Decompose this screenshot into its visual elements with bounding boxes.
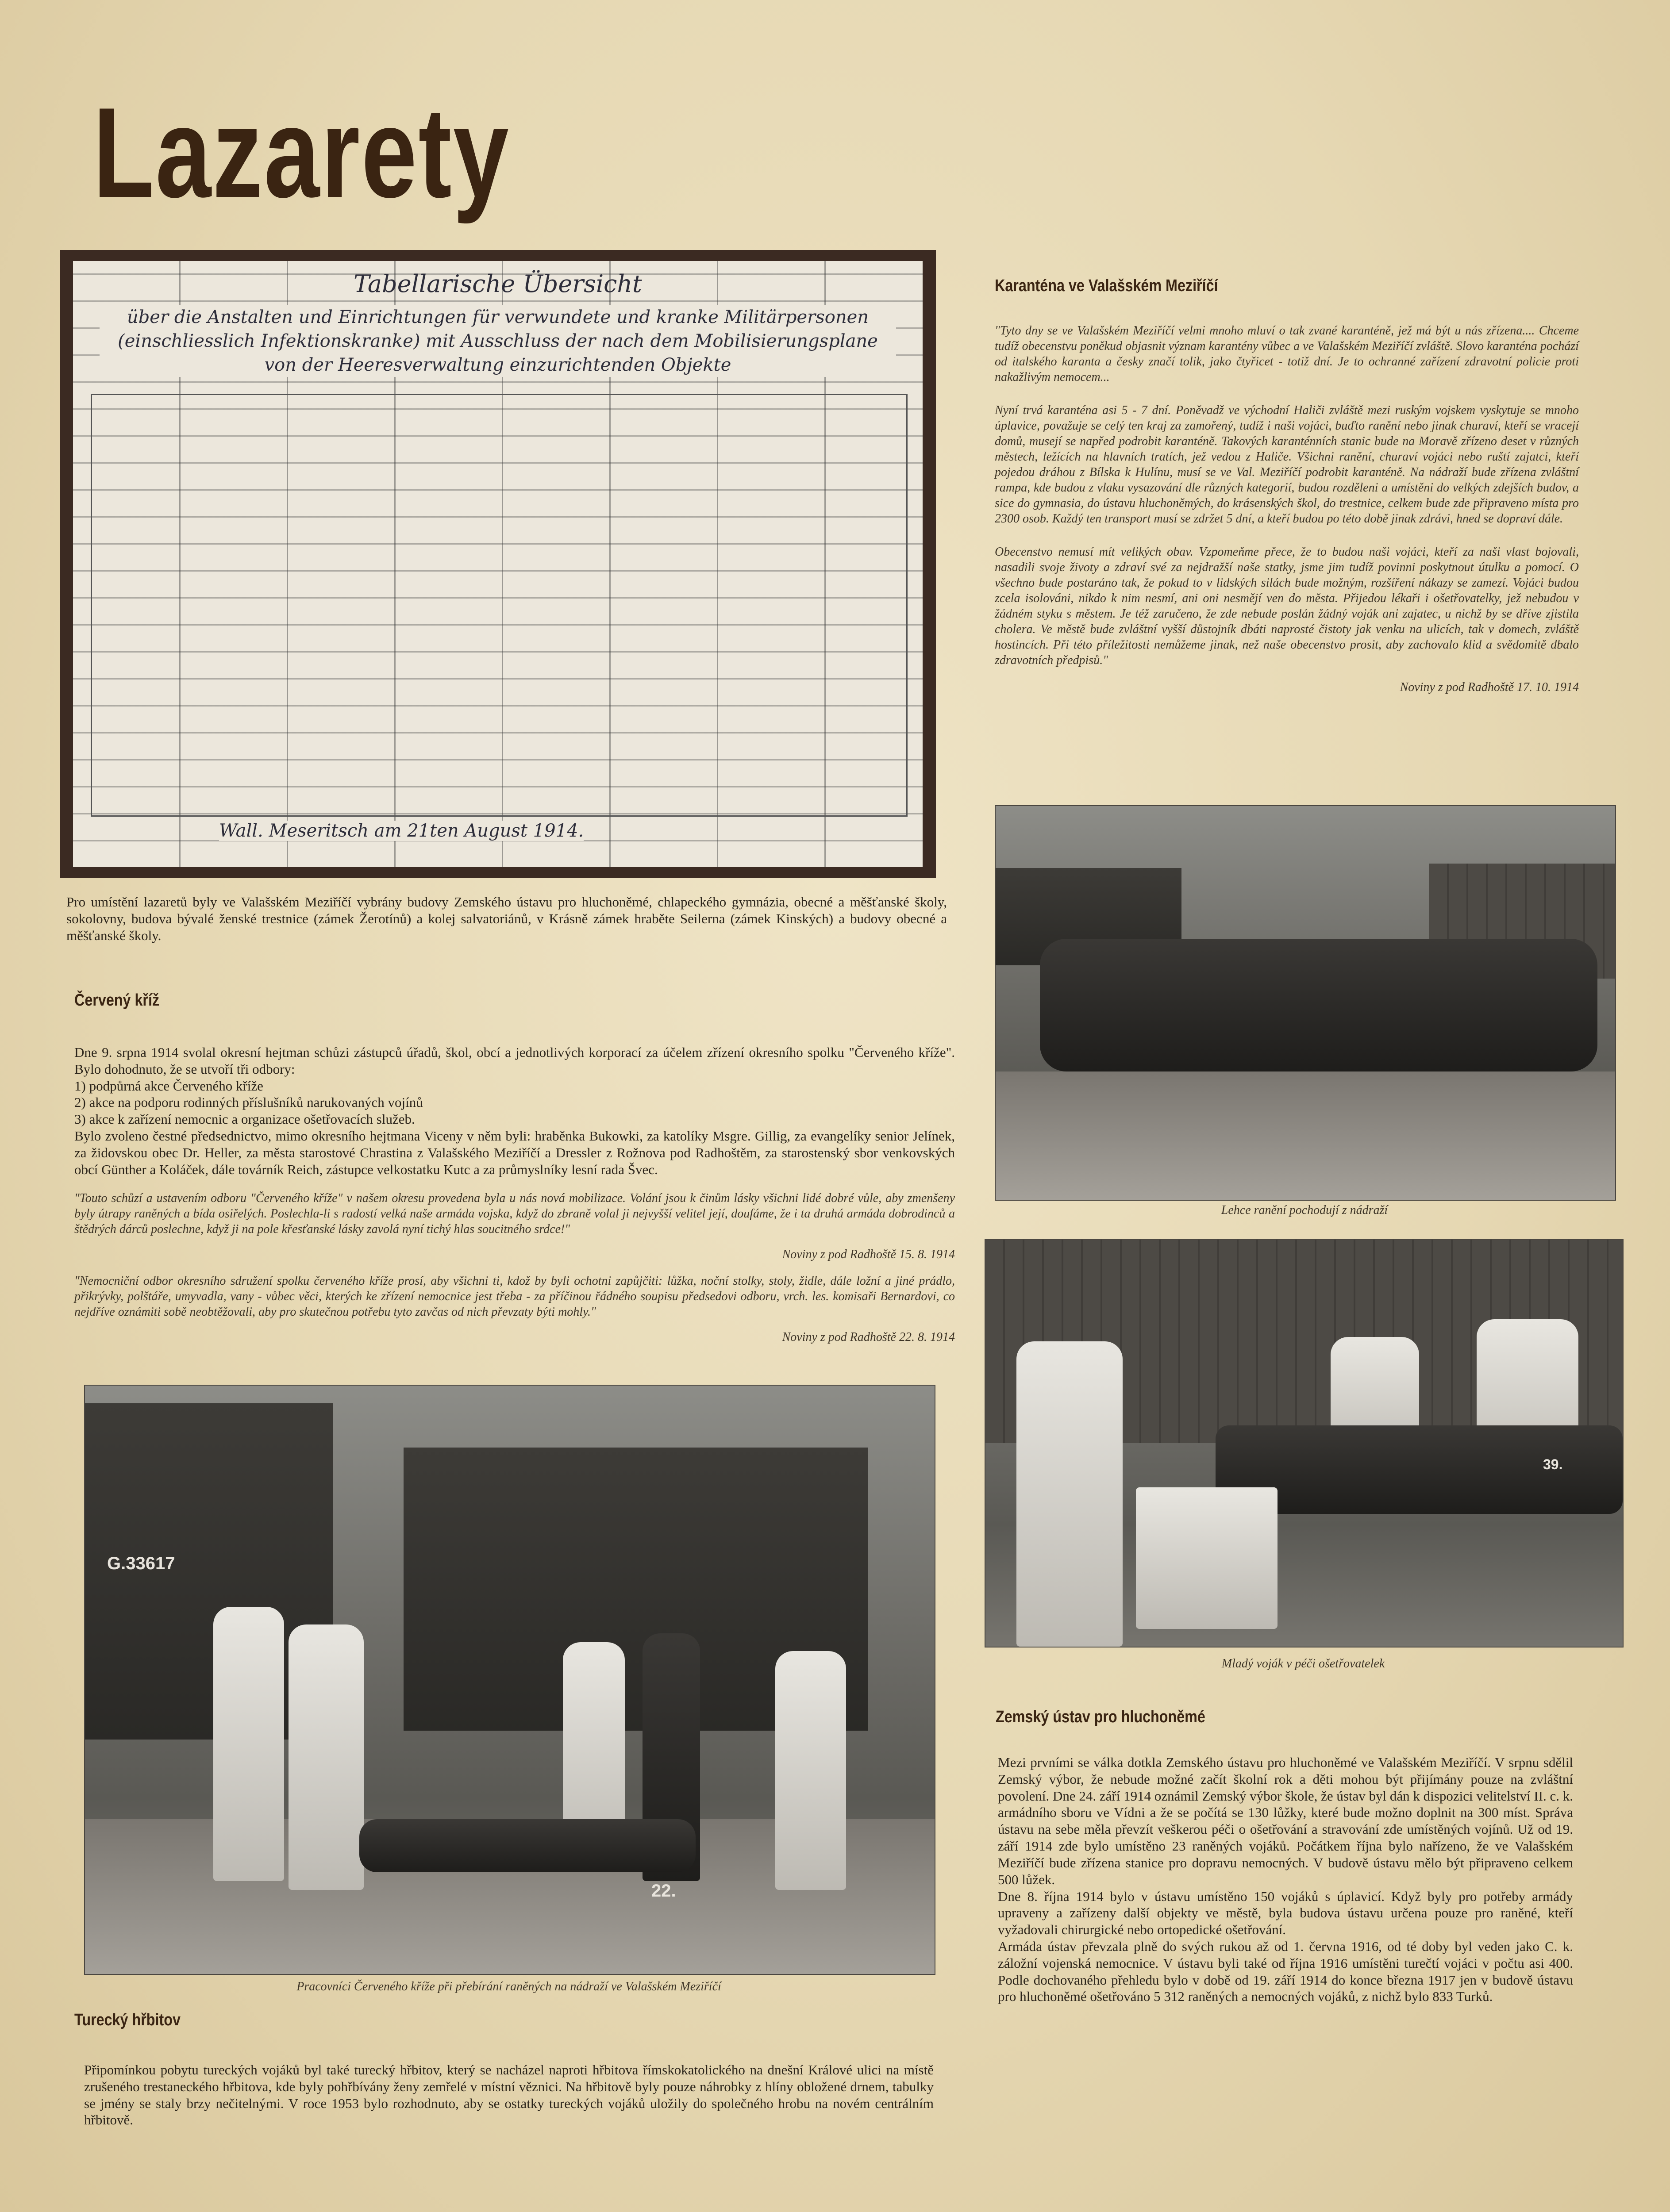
ground-shape (996, 1071, 1615, 1200)
cerveny-kriz-quote: "Nemocniční odbor okresního sdružení spolku červeného kříže prosí, aby všichni ti, kdož by byli ochotni zapůjčiti: lůžka, noční stolky, stoly, židle, dále ložní a jiné prádlo, přikrývky, polštáře, umyvadla, vany - vůbec věci, kterých ke zřízení nemocnice jest třeba - za příčinou řádného soupisu předsedovi odboru, vrch. les. komisaři Bernardovi, co nejdříve oznámiti sobě neobtěžovali, aby pro skutečnou potřebu tyto zavčas od nich převzaty býti mohly." (74, 1274, 955, 1319)
cerveny-kriz-list-item: 2) akce na podporu rodinných příslušníků narukovaných vojínů (74, 1094, 423, 1110)
photo-ward-caption: Mladý voják v péči ošetřovatelek (1221, 1657, 1385, 1671)
zemsky-ustav-paragraph: Dne 8. října 1914 bylo v ústavu umístěno 150 vojáků s úplavicí. Když byly pro potřeby armády upraveny a zařízeny další objekty ve městě, byla budova ústavu určena pouze pro raněné, kteří vyžadovali chirurgické nebo ortopedické ošetřování. (998, 1888, 1573, 1938)
cerveny-kriz-list-item: 3) akce k zařízení nemocnic a organizace ošetřovacích služeb. (74, 1111, 415, 1127)
document-table-grid (91, 394, 908, 817)
cerveny-kriz-body (74, 1044, 955, 1344)
figure-shape (289, 1624, 364, 1890)
zemsky-ustav-paragraph: Mezi prvními se válka dotkla Zemského ústavu pro hluchoněmé ve Valašském Meziříčí. V srpnu sdělil Zemský výbor, že nebude možné začít školní rok a děti mohou být přijímány pouze na zvláštní povolení. Dne 24. září 1914 oznámil Zemský výbor škole, že ústav byl dán k dispozici velitelství II. c. k. armádního sboru ve Vídni a že se počítá se 130 lůžky, které bude možno doplnit na 300 míst. Správa ústavu na sebe měla převzít veškerou péči o ošetřování a stravování zde umístěných vojínů. Už od 19. září 1914 zde bylo umístěno 23 raněných vojáků. Počátkem října bylo nařízeno, že ve Valašském Meziříčí bude zřízena stanice pro dopravu nemocných. V budově ústavu mělo být připraveno celkem 500 lůžek. (998, 1755, 1573, 1887)
turecky-hrbitov-text: Připomínkou pobytu tureckých vojáků byl také turecký hřbitov, který se nacházel naproti hřbitova římskokatolického na dnešní Králové ulici na místě zrušeného trestaneckého hřbitova, kde byly pohřbívány ženy zemřelé v místní věznici. Na hřbitově byly pouze náhrobky z hlíny obložené drnem, tabulky se jmény se staly brzy nečitelnými. V roce 1953 bylo rozhodnuto, aby se ostatky tureckých vojáků uložily do společného hrobu na novém centrálním hřbitově. (84, 2062, 934, 2128)
figure-shape (1016, 1341, 1123, 1647)
figure-shape (775, 1651, 846, 1890)
karantena-source: Noviny z pod Radhoště 17. 10. 1914 (1400, 680, 1579, 694)
turecky-hrbitov-heading: Turecký hřbitov (74, 2011, 181, 2029)
karantena-paragraph: Nyní trvá karanténa asi 5 - 7 dní. Poněvadž ve východní Haliči zvláště mezi ruským vojskem vyskytuje se mnoho úplavice, považuje se celý ten kraj za zamořený, tudíž i naši vojáci, buďto ranění nebo jinak churaví, kteří se vracejí domů, musejí se napřed podrobit karanténě. Takových karanténních stanic bude na Moravě zřízeno deset v různých městech, ležících na hlavních tratích, jež vedou z Haliče. Všichni ranění, churaví vojáci nebo ruští zajatci, kteří pojedou dráhou z Bílska k Hulínu, musí se ve Val. Meziříčí podrobit karanténě. Na nádraží bude zřízena zvláštní rampa, kde budou z vlaku vysazování dle různých kategorií, budou rozděleni a umístěni do velkých zdejších budov, a sice do gymnasia, do ústavu hluchoněmých, do krásenských škol, do trestnice, celkem bude zde připraveno místa pro 2300 osob. Každý ten transport musí se zdržet 5 dní, a kteří budou po této době jinak zdrávi, hned se dopraví dále. (995, 403, 1579, 526)
karantena-paragraph: Obecenstvo nemusí mít velikých obav. Vzpomeňme přece, že to budou naši vojáci, kteří za naši vlast bojovali, nasadili svoje životy a zdraví své za nejdražší naše statky, jsme jim tudíž povinni poskytnout útulku a pomocí. O všechno bude postaráno tak, že pokud to v lidských silách bude možným, rozšíření nákazy se zamezí. Vojáci budou zcela isolováni, nikdo k nim nesmí, ani oni nesmějí ven do města. Přijedou lékaři i ošetřovatelky, jež nebudou v žádném styku s městem. Je též zaručeno, že zde nebude poslán žádný voják ani zajatec, u nichž by se dříve zjistila cholera. Ve městě bude zvláštní vyšší důstojník dbáti naprosté čistoty jak venku na ulicích, tak v domech, zvláště hostincích. Při této příležitosti nemůžeme jinak, než naše obecenstvo prosit, aby zachovalo klid a svědomitě dbalo zdravotních předpisů." (995, 545, 1579, 667)
zemsky-ustav-paragraph: Armáda ústav převzala plně do svých rukou až od 1. června 1916, od té doby byl veden jako C. k. záložní vojenská nemocnice. V ústavu byli také od října 1916 umístěni turečtí vojáci v počtu asi 400. Podle dochovaného přehledu bylo v době od 19. září 1914 do konce března 1917 jen v budově ústavu pro hluchoněmé ošetřováno 5 312 raněných a nemocných vojáků, z nichž bylo 833 Turků. (998, 1938, 1573, 2005)
cerveny-kriz-list-item: 1) podpůrná akce Červeného kříže (74, 1078, 263, 1094)
cerveny-kriz-source: Noviny z pod Radhoště 22. 8. 1914 (782, 1330, 955, 1344)
photo-march-caption: Lehce ranění pochodují z nádraží (1221, 1203, 1388, 1217)
cerveny-kriz-paragraph: Dne 9. srpna 1914 svolal okresní hejtman schůzi zástupců úřadů, škol, obcí a jednotlivých korporací za účelem zřízení okresního spolku "Červeného kříže". Bylo dohodnuto, že se utvoří tři odbory: (74, 1045, 955, 1077)
figure-shape (213, 1607, 284, 1881)
table-shape (1136, 1487, 1278, 1629)
karantena-paragraph: "Tyto dny se ve Valašském Meziříčí velmi mnoho mluví o tak zvané karanténě, jež má být u nás zřízena.... Chceme tudíž obecenstvu poněkud objasnit význam karantény vůbec a ve Valašském Meziříčí zvláště. Slovo karanténa pochází od italského karanta a česky značí tolik, jako čtyřicet - totiž dní. Je to ochranné zařízení zdravotní policie proti nakažlivým nemocem... (995, 324, 1579, 384)
document-subheading: über die Anstalten und Einrichtungen für verwundete und kranke Militärpersonen (einschliesslich Infektionskranke) mit Ausschluss der nach dem Mobilisierungsplane von der Heeresverwaltung einzurichtenden Objekte (100, 305, 896, 377)
intro-text: Pro umístění lazaretů byly ve Valašském Meziříčí vybrány budovy Zemského ústavu pro hluchoněmé, chlapeckého gymnázia, obecné a měšťanské školy, sokolovny, budova bývalé ženské trestnice (zámek Žerotínů) a kolej salvatoriánů, v Krásně zámek hraběte Seilerna (zámek Kinských) a budovy obecné a měšťanské školy. (66, 894, 947, 943)
photo-red-cross-train (84, 1385, 935, 1975)
stretcher-shape (359, 1819, 696, 1872)
zemsky-ustav-heading: Zemský ústav pro hluchoněmé (996, 1708, 1205, 1726)
zemsky-ustav-body (998, 1754, 1573, 2005)
page-title: Lazarety (93, 81, 510, 224)
photo-march (995, 805, 1616, 1201)
document-image (60, 250, 936, 878)
cerveny-kriz-heading: Červený kříž (74, 991, 160, 1010)
document-heading: Tabellarische Übersicht (354, 270, 642, 298)
karantena-heading: Karanténa ve Valašském Meziříčí (995, 276, 1218, 295)
cerveny-kriz-source: Noviny z pod Radhoště 15. 8. 1914 (782, 1247, 955, 1261)
bed-number: 39. (1543, 1456, 1563, 1472)
document-footer: Wall. Meseritsch am 21ten August 1914. (219, 821, 584, 841)
stretcher-number: 22. (651, 1881, 676, 1901)
cerveny-kriz-quote: "Touto schůzí a ustavením odboru "Červeného kříže" v našem okresu provedena byla u nás nová mobilizace. Volání jsou k činům lásky všichni lidé dobré vůle, aby zmenšeny byly útrapy raněných a bída osiřelých. Poslechla-li s radostí velká naše armáda vojska, když do zbraně volal ji nejvyšší velitel její, doufáme, že i ta druhá armáda dobrodinců a štědrých dárců poslechne, když ji na pole křesťanské lásky zavolá nyní tichý hlas soucitného srdce!" (74, 1191, 955, 1236)
crowd-shape (1040, 939, 1597, 1071)
photo-ward (985, 1239, 1624, 1647)
cerveny-kriz-paragraph: Bylo zvoleno čestné předsednictvo, mimo okresního hejtmana Viceny v něm byli: hraběnka Bukowki, za katolíky Msgre. Gillig, za evangelíky senior Jelínek, za židovskou obec Dr. Heller, za města starostové Chrastina z Valašského Meziříčí a Dressler z Rožnova pod Radhoštěm, za starostenský sbor venkovských obcí Günther a Koláček, dále továrník Reich, zástupce velkostatku Kutc a za průmyslníky lesní rada Švec. (74, 1128, 955, 1177)
wagon-number: G.33617 (107, 1554, 175, 1573)
karantena-body (995, 323, 1579, 695)
photo-red-cross-caption: Pracovníci Červeného kříže při přebírání raněných na nádraží ve Valašském Meziříčí (296, 1980, 721, 1993)
